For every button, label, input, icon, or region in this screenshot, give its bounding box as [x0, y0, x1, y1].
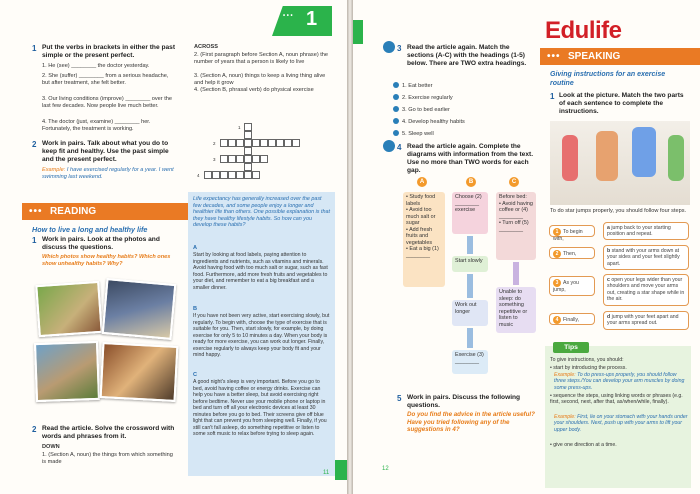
reading-ex1-number: 1	[32, 236, 37, 245]
arrow-icon	[467, 236, 473, 254]
crossword-number-4: 4	[197, 173, 200, 178]
ending-c	[603, 274, 689, 306]
speaking-ex1-instruction: Look at the picture. Match the two parts of each sentence to complete the instructions.	[559, 92, 684, 115]
photo-jogging	[34, 341, 100, 402]
exercise-2-number: 2	[32, 140, 37, 149]
crossword-cell[interactable]	[220, 155, 228, 163]
figure-2	[596, 131, 618, 181]
unit-header-tab	[272, 6, 332, 36]
ending-d	[603, 311, 689, 330]
unit-number: 1	[306, 8, 318, 30]
crossword-cell[interactable]	[212, 171, 220, 179]
crossword-number-3: 3	[213, 157, 216, 162]
tips-bullet-1: • start by introducing the process.	[550, 365, 627, 371]
edulife-logo	[545, 17, 622, 45]
tips-example-2-label: Example:	[554, 414, 576, 420]
article-section-c-label: C	[193, 372, 198, 378]
figure-4	[668, 135, 684, 181]
tips-intro: To give instructions, you should:	[550, 357, 624, 363]
crossword-cell[interactable]	[276, 139, 284, 147]
speaking-subtitle: Giving instructions for an exercise routine	[550, 71, 666, 87]
crossword-cell[interactable]	[244, 171, 252, 179]
article-section-a-label: A	[193, 245, 198, 251]
ending-d-letter: d	[607, 314, 611, 320]
crossword-cell[interactable]	[236, 139, 244, 147]
crossword-cell[interactable]	[292, 139, 300, 147]
step-1-start	[549, 225, 595, 242]
step-1-text: To begin with,	[553, 229, 583, 242]
diagram-b-box-2: Start slowly	[452, 256, 488, 272]
banner-dots: •••	[29, 206, 43, 217]
crossword-cell[interactable]	[284, 139, 292, 147]
tips-bullet-3-text: give one direction at a time.	[553, 442, 617, 448]
diagram-b-box-1: Choose (2) ________ exercise	[452, 192, 488, 234]
reading-banner	[22, 203, 198, 220]
step-4-number: 4	[553, 316, 561, 324]
step-3-text: As you jump,	[553, 280, 579, 293]
exercise-1-number: 1	[32, 44, 37, 53]
exercise-1-item-1: 1. He (see) ________ the doctor yesterday.	[42, 63, 150, 69]
crossword-cell[interactable]	[252, 155, 260, 163]
crossword-cell[interactable]	[228, 171, 236, 179]
exercise-1-instruction: Put the verbs in brackets in either the past simple or the present perfect.	[42, 44, 176, 59]
diagram-col-a: A	[417, 177, 427, 187]
crossword-cell[interactable]	[228, 155, 236, 163]
ex4-icon	[383, 140, 395, 152]
ending-b	[603, 245, 689, 270]
tips-example-1-label: Example:	[554, 372, 576, 378]
speaking-banner-label: SPEAKING	[568, 51, 621, 62]
heading-3	[393, 106, 450, 114]
bullet-icon	[393, 118, 399, 124]
tips-bullet-1-text: start by introducing the process.	[553, 365, 627, 371]
ex3-icon	[383, 41, 395, 53]
crossword-cell[interactable]	[204, 171, 212, 179]
photo-fast-food	[100, 342, 179, 402]
diagram-c-box-2: Unable to sleep: do something repetitive or listen to music	[496, 287, 536, 333]
reading-ex2-number: 2	[32, 425, 37, 434]
left-page	[0, 0, 347, 494]
page-edge-tab	[353, 20, 363, 44]
crossword-cell[interactable]	[220, 171, 228, 179]
diagram-col-c: C	[509, 177, 519, 187]
exercise-4-number: 4	[397, 143, 402, 152]
banner-dots: •••	[547, 51, 561, 62]
exercise-3-instruction: Read the article again. Match the sections (A-C) with the headings (1-5) below. There are TWO extra headings.	[407, 44, 527, 67]
exercise-2-instruction: Work in pairs. Talk about what you do to keep fit and healthy. Use the past simple and the present perfect.	[42, 140, 169, 163]
crossword-cell[interactable]	[244, 155, 252, 163]
bullet-icon	[393, 94, 399, 100]
exercise-1-item-3: 3. Our living conditions (improve) ________ over the last few decades. Now people live much better.	[42, 96, 172, 109]
heading-5-text: 5. Sleep well	[402, 131, 434, 137]
crossword-cell[interactable]	[236, 155, 244, 163]
step-2-number: 2	[553, 250, 561, 258]
reading-banner-label: READING	[50, 206, 97, 217]
unit-dots: • • •	[283, 13, 293, 19]
step-2-text: Then,	[563, 251, 577, 257]
step-4-text: Finally,	[563, 317, 580, 323]
ending-a-letter: a	[607, 225, 610, 231]
exercise-5-instruction: Work in pairs. Discuss the following questions.	[407, 394, 521, 409]
step-1-number: 1	[553, 228, 561, 236]
article-section-a: Start by looking at food labels, paying attention to ingredients and nutrients, such as vitamins and minerals. Avoid having food with too much salt or sugar, such as fast food. Furthermore, add more fresh fruits and vegetables to your diet, and remember to eat a big breakfast and a smaller dinner.	[193, 252, 328, 291]
exercise-4-instruction: Read the article again. Complete the diagrams with information from the text. Use no more than TWO words for each gap.	[407, 143, 534, 174]
heading-4-text: 4. Develop healthy habits	[402, 119, 465, 125]
diagram-c-box-1: Before bed: • Avoid having coffee or (4) ________ • Turn off (5) ________	[496, 192, 536, 260]
ending-d-text: jump with your feet apart and your arms spread out.	[607, 314, 679, 327]
across-clue-2: 2. (First paragraph before Section A, noun phrase) the number of years that a person is likely to live	[194, 52, 329, 65]
page-number-right: 12	[382, 466, 389, 472]
crossword-cell[interactable]	[244, 147, 252, 155]
crossword-cell[interactable]	[236, 171, 244, 179]
example-label: Example:	[42, 167, 66, 173]
crossword-cell[interactable]	[244, 163, 252, 171]
bullet-icon	[393, 130, 399, 136]
heading-5	[393, 130, 434, 138]
heading-2	[393, 94, 453, 102]
crossword-number-2: 2	[213, 141, 216, 146]
across-clue-4: 4. (Section B, phrasal verb) do physical exercise	[194, 87, 314, 93]
figure-1	[562, 135, 578, 181]
ending-b-text: stand with your arms down at your sides and your feet slightly apart.	[607, 248, 680, 267]
exercise-2-example	[42, 167, 182, 181]
crossword-cell[interactable]	[244, 131, 252, 139]
heading-3-text: 3. Go to bed earlier	[402, 107, 450, 113]
exercise-1-item-4: 4. The doctor (just, examine) ________ her. Fortunately, the treatment is working.	[42, 119, 151, 132]
brand-text: Edulife	[545, 17, 622, 44]
exercise-3-number: 3	[397, 44, 402, 53]
ending-b-letter: b	[607, 248, 611, 254]
photo-family-picnic	[35, 281, 102, 337]
diagram-b-box-4: Exercise (3) ________	[452, 350, 488, 374]
across-clue-3: 3. (Section A, noun) things to keep a living thing alive and help it grow	[194, 73, 326, 86]
tips-example-1-text: To do press-ups properly, you should follow three steps./You can develop your arm muscles by doing some press-ups.	[554, 372, 685, 391]
reading-ex2-instruction: Read the article. Solve the crossword with words and phrases from it.	[42, 425, 175, 440]
tips-bullet-3: • give one direction at a time.	[550, 442, 617, 448]
heading-1	[393, 82, 432, 90]
page-edge-tab	[335, 460, 347, 480]
crossword-cell[interactable]	[260, 139, 268, 147]
arrow-icon	[513, 262, 519, 285]
across-label: ACROSS	[194, 44, 218, 50]
arrow-icon	[467, 328, 473, 348]
arrow-icon	[467, 274, 473, 298]
heading-1-text: 1. Eat better	[402, 83, 433, 89]
figure-3	[632, 127, 656, 177]
example-text: I have exercised regularly for a year. I went swimming last weekend.	[42, 167, 174, 180]
ending-a-text: jump back to your starting position and repeat.	[607, 225, 671, 238]
ending-c-letter: c	[607, 277, 610, 283]
exercise-1-item-2: 2. She (suffer) ________ from a serious headache, but after treatment, she felt better.	[42, 73, 169, 86]
reading-subtitle: How to live a long and healthy life	[32, 225, 148, 234]
down-label: DOWN	[42, 444, 60, 450]
ending-a	[603, 222, 689, 240]
tips-example-2	[554, 414, 688, 433]
reading-ex1-instruction: Work in pairs. Look at the photos and discuss the questions.	[42, 236, 160, 251]
step-4-start	[549, 313, 595, 325]
bullet-icon	[393, 82, 399, 88]
exercise-5-number: 5	[397, 394, 402, 403]
step-3-start	[549, 276, 595, 296]
tips-example-2-text: First, lie on your stomach with your hands under your shoulders. Next, push up with your arms to lift your upper body.	[554, 414, 688, 433]
page-number-left: 11	[323, 470, 330, 476]
photo-sleeping-late	[102, 278, 177, 340]
speaking-ex1-number: 1	[550, 92, 555, 101]
reading-ex1-questions: Which photos show healthy habits? Which ones show unhealthy habits? Why?	[42, 254, 171, 267]
article-intro: Life expectancy has generally increased over the past few decades, and some people enjoy a longer and healthier life than others. One possible explanation is that they have healthy lifestyle habits. So how can you develop these habits?	[193, 196, 330, 229]
diagram-col-b: B	[466, 177, 476, 187]
exercise-5-questions: Do you find the advice in the article useful? Have you tried following any of the suggestions in 4?	[407, 411, 535, 433]
star-jumps-illustration	[550, 121, 690, 205]
article-section-b: If you have not been very active, start exercising slowly, but regularly. To begin with, choose the type of exercise that is suitable for you. Then, start slowly, for example, by doing exercise for only 5 to 10 minutes a day. When your body is ready for more exercise, you can work out longer. Finally, exercise regularly to always keep your body fit and your mind happy.	[193, 313, 330, 358]
crossword-cell[interactable]	[260, 155, 268, 163]
crossword-cell[interactable]	[252, 139, 260, 147]
heading-2-text: 2. Exercise regularly	[402, 95, 453, 101]
heading-4	[393, 118, 465, 126]
speaking-lead: To do star jumps properly, you should follow four steps.	[550, 208, 687, 214]
tips-example-1	[554, 372, 688, 391]
crossword-cell[interactable]	[228, 139, 236, 147]
crossword-cell[interactable]	[244, 139, 252, 147]
article-section-b-label: B	[193, 306, 198, 312]
crossword-number-1: 1	[238, 125, 241, 130]
step-3-number: 3	[553, 279, 561, 287]
speaking-banner	[540, 48, 700, 65]
crossword-cell[interactable]	[252, 171, 260, 179]
crossword-cell[interactable]	[244, 123, 252, 131]
diagram-b-box-3: Work out longer	[452, 300, 488, 326]
step-2-start	[549, 247, 595, 259]
diagram-a-box: • Study food labels • Avoid too much salt or sugar • Add fresh fruits and vegetables • Eat a big (1) ________	[403, 192, 445, 287]
tips-label: Tips	[553, 342, 589, 353]
tips-bullet-2-text: sequence the steps, using linking words or phrases (e.g. first, second, next, after that, as/when/while, finally).	[550, 393, 683, 406]
bullet-icon	[393, 106, 399, 112]
crossword-cell[interactable]	[220, 139, 228, 147]
tips-bullet-2: • sequence the steps, using linking words or phrases (e.g. first, second, next, after that, as/when/while, finally).	[550, 393, 683, 406]
article-section-c: A good night's sleep is very important. Before you go to bed, avoid having coffee or energy drinks. Exercise can help you have a better sleep, but avoid exercising right before bedtime. Never use your mobile phone or laptop in bed and turn off all your electronic devices at least 30 minutes before you go to bed. Their screens give off blue light that can prevent you from sleeping well. Finally, if you still can't fall asleep, do something repetitive or listen to some soft music to relax before trying to sleep again.	[193, 379, 327, 437]
crossword-cell[interactable]	[268, 139, 276, 147]
ending-c-text: open your legs wider than your shoulders and move your arms out, creating a star shape while in the air.	[607, 277, 685, 302]
down-clue-1: 1. (Section A, noun) the things from which something is made	[42, 452, 173, 465]
